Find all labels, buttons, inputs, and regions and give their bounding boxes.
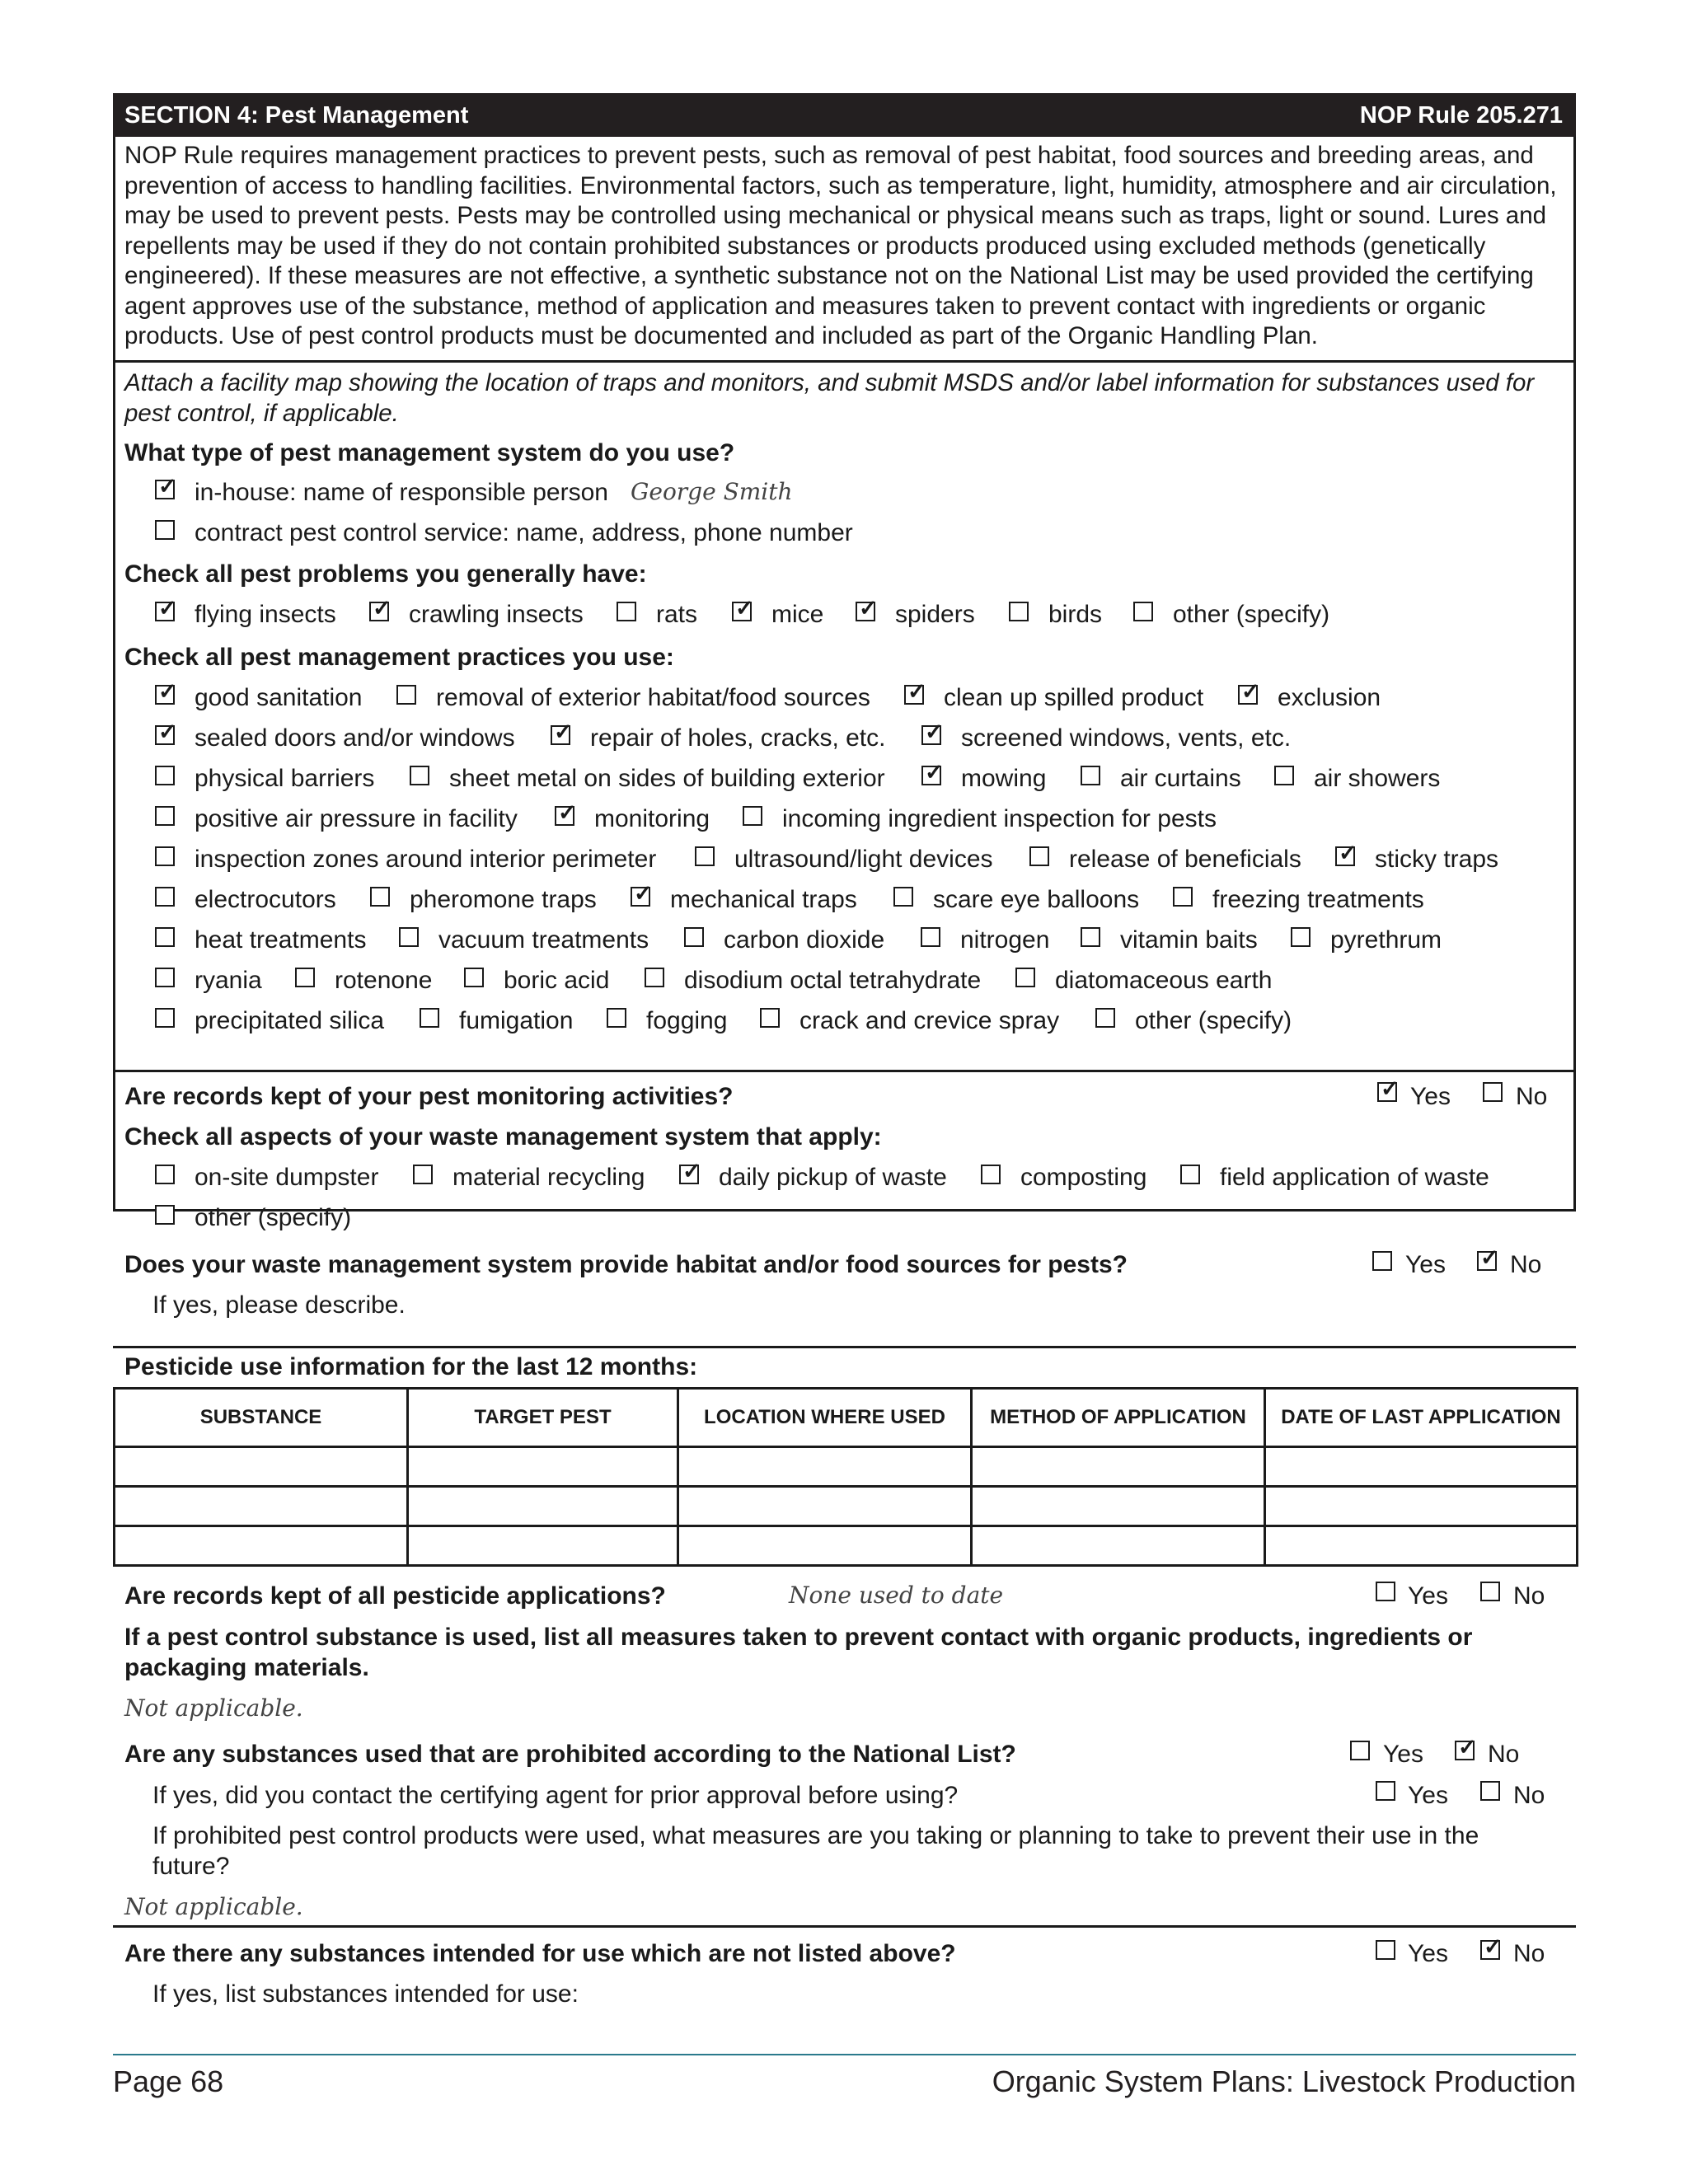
option-checkbox[interactable]: [155, 1008, 175, 1028]
option-checkbox[interactable]: [684, 927, 704, 947]
checkmark-icon: ✓: [907, 679, 926, 704]
option-label: freezing treatments: [1212, 886, 1424, 913]
table-header-row: [115, 1389, 1578, 1447]
option-label: sealed doors and/or windows: [195, 724, 515, 752]
records-monitoring-no-checkbox[interactable]: [1483, 1082, 1503, 1102]
waste-habitat-followup: If yes, please describe.: [152, 1291, 406, 1319]
table-row: [115, 1526, 1578, 1566]
table-cell[interactable]: [1265, 1526, 1578, 1566]
option-checkbox[interactable]: [155, 1165, 175, 1184]
table-row: [115, 1447, 1578, 1487]
option-label: rats: [656, 601, 698, 628]
yes-label: Yes: [1410, 1083, 1451, 1110]
option-checkbox[interactable]: [1095, 1008, 1115, 1028]
column-header: LOCATION WHERE USED: [678, 1389, 972, 1447]
option-checkbox[interactable]: [369, 596, 392, 621]
records-pesticide-handwritten: None used to date: [789, 1582, 1004, 1609]
no-label: No: [1513, 1782, 1545, 1809]
checkmark-icon: ✓: [634, 881, 653, 906]
table-cell[interactable]: [115, 1487, 408, 1526]
option-label: mowing: [961, 765, 1047, 792]
checkmark-icon: ✓: [554, 719, 573, 744]
option-label: screened windows, vents, etc.: [961, 724, 1292, 752]
checkmark-icon: ✓: [1458, 1735, 1477, 1760]
option-label: removal of exterior habitat/food sources: [436, 684, 870, 711]
option-label: other (specify): [1135, 1007, 1292, 1034]
section-title: SECTION 4: Pest Management: [124, 102, 469, 129]
prohibited-question: Are any substances used that are prohibited according to the National List?: [124, 1741, 1016, 1768]
responsible-person-name: George Smith: [631, 478, 793, 505]
option-checkbox[interactable]: [921, 760, 944, 785]
yes-label: Yes: [1408, 1940, 1448, 1967]
checkmark-icon: ✓: [1241, 679, 1260, 704]
table-cell[interactable]: [115, 1447, 408, 1487]
option-label: flying insects: [195, 601, 336, 628]
table-cell[interactable]: [972, 1487, 1265, 1526]
option-label: precipitated silica: [195, 1007, 385, 1034]
option-checkbox[interactable]: [1180, 1165, 1200, 1184]
yes-label: Yes: [1383, 1741, 1423, 1768]
table-row: [115, 1487, 1578, 1526]
option-checkbox[interactable]: [679, 1159, 701, 1184]
option-checkbox[interactable]: [410, 766, 429, 785]
other-substances-followup: If yes, list substances intended for use:: [152, 1980, 579, 2008]
option-label: pheromone traps: [410, 886, 597, 913]
other-substances-question: Are there any substances intended for use which are not listed above?: [124, 1940, 956, 1967]
option-checkbox[interactable]: [413, 1165, 433, 1184]
option-label: sticky traps: [1375, 846, 1499, 873]
document-title: Organic System Plans: Livestock Production: [992, 2064, 1576, 2098]
option-checkbox[interactable]: [760, 1008, 780, 1028]
waste-habitat-no-checkbox[interactable]: [1477, 1245, 1499, 1271]
option-label: vitamin baits: [1120, 926, 1258, 954]
prior-approval-no-checkbox[interactable]: [1480, 1781, 1500, 1801]
table-cell[interactable]: [1265, 1487, 1578, 1526]
option-checkbox[interactable]: [743, 806, 762, 826]
attach-note: Attach a facility map showing the location of traps and monitors, and submit MSDS and/or label information for substances used for pest control, if applicable.: [124, 369, 1535, 427]
option-label: release of beneficials: [1069, 846, 1301, 873]
contact-question: If a pest control substance is used, list all measures taken to prevent contact with organic products, ingredients or packaging materials.: [124, 1624, 1473, 1681]
prior-approval-yes-checkbox[interactable]: [1376, 1781, 1395, 1801]
option-checkbox[interactable]: [1081, 927, 1100, 947]
option-checkbox[interactable]: [1015, 968, 1035, 987]
option-label: disodium octal tetrahydrate: [684, 967, 982, 994]
no-label: No: [1513, 1940, 1545, 1967]
column-header: METHOD OF APPLICATION: [972, 1389, 1265, 1447]
option-label: sheet metal on sides of building exterior: [449, 765, 885, 792]
option-label: repair of holes, cracks, etc.: [590, 724, 886, 752]
option-label: mice: [771, 601, 824, 628]
option-label: scare eye balloons: [933, 886, 1140, 913]
option-label: fumigation: [459, 1007, 574, 1034]
option-label: diatomaceous earth: [1055, 967, 1273, 994]
option-checkbox[interactable]: [155, 719, 177, 745]
no-label: No: [1488, 1741, 1520, 1768]
checkmark-icon: ✓: [1339, 841, 1357, 865]
option-label: monitoring: [594, 805, 710, 832]
prohibited-yes-checkbox[interactable]: [1350, 1741, 1370, 1760]
yes-label: Yes: [1408, 1582, 1448, 1610]
option-checkbox[interactable]: [904, 679, 926, 705]
table-cell[interactable]: [408, 1526, 678, 1566]
option-label: vacuum treatments: [438, 926, 649, 954]
measures-answer: Not applicable.: [124, 1893, 303, 1920]
option-label: incoming ingredient inspection for pests: [782, 805, 1217, 832]
checkmark-icon: ✓: [158, 596, 177, 621]
option-label: other (specify): [195, 1204, 352, 1231]
checkmark-icon: ✓: [558, 800, 577, 825]
waste-habitat-question: Does your waste management system provide habitat and/or food sources for pests?: [124, 1251, 1128, 1278]
divider: [113, 1070, 1576, 1072]
option-checkbox[interactable]: [617, 602, 636, 621]
option-checkbox[interactable]: [155, 679, 177, 705]
footer-rule: [113, 2054, 1576, 2055]
contract-checkbox[interactable]: [155, 520, 175, 540]
checkmark-icon: ✓: [925, 719, 944, 744]
checkmark-icon: ✓: [1484, 1934, 1503, 1959]
option-checkbox[interactable]: [370, 887, 390, 907]
table-cell[interactable]: [1265, 1447, 1578, 1487]
option-label: crawling insects: [409, 601, 584, 628]
option-label: material recycling: [452, 1164, 645, 1191]
table-cell[interactable]: [678, 1487, 972, 1526]
option-checkbox[interactable]: [1173, 887, 1193, 907]
checkmark-icon: ✓: [158, 679, 177, 704]
table-cell[interactable]: [972, 1526, 1265, 1566]
option-checkbox[interactable]: [695, 846, 715, 866]
option-checkbox[interactable]: [1274, 766, 1294, 785]
option-checkbox[interactable]: [921, 927, 940, 947]
records-pesticide-question: Are records kept of all pesticide applications?: [124, 1582, 666, 1610]
option-checkbox[interactable]: [1029, 846, 1049, 866]
prior-approval-question: If yes, did you contact the certifying agent for prior approval before using?: [152, 1782, 959, 1809]
option-checkbox[interactable]: [155, 596, 177, 621]
option-checkbox[interactable]: [1009, 602, 1029, 621]
no-label: No: [1513, 1582, 1545, 1610]
option-label: fogging: [646, 1007, 728, 1034]
option-checkbox[interactable]: [1133, 602, 1153, 621]
option-label: composting: [1020, 1164, 1147, 1191]
intro-paragraph: NOP Rule requires management practices to prevent pests, such as removal of pest habitat, food sources and breeding areas, and prevention of access to handling facilities. Environmental factors, such as temperature, light, humidity, atmosphere and air circulation, may be used to prevent pests. Pests may be controlled using mechanical or physical means such as traps, light or sound. Lures and repellents may be used if they do not contain prohibited substances or products produced using excluded methods (genetically engineered). If these measures are not effective, a synthetic substance not on the National List may be used provided the certifying agent approves use of the substance, method of application and measures taken to prevent contact with ingredients or organic products. Use of pest control products must be documented and included as part of the Organic Handling Plan.: [124, 142, 1557, 349]
column-header: SUBSTANCE: [115, 1389, 408, 1447]
checkmark-icon: ✓: [925, 760, 944, 785]
section-rule: NOP Rule 205.271: [1359, 102, 1563, 129]
option-checkbox[interactable]: [981, 1165, 1001, 1184]
option-label: daily pickup of waste: [719, 1164, 947, 1191]
option-checkbox[interactable]: [155, 766, 175, 785]
divider: [113, 360, 1576, 363]
no-label: No: [1510, 1251, 1542, 1278]
column-header: TARGET PEST: [408, 1389, 678, 1447]
records-monitoring-question: Are records kept of your pest monitoring activities?: [124, 1083, 734, 1110]
waste-habitat-yes-checkbox[interactable]: [1372, 1251, 1392, 1271]
option-label: physical barriers: [195, 765, 375, 792]
measures-question: If prohibited pest control products were used, what measures are you taking or planning to take to prevent their use in the future?: [152, 1822, 1479, 1880]
practices-question: Check all pest management practices you use:: [124, 644, 674, 671]
option-label: spiders: [895, 601, 975, 628]
contract-label: contract pest control service: name, address, phone number: [195, 519, 853, 546]
other-substances-no-checkbox[interactable]: [1480, 1934, 1503, 1960]
table-cell[interactable]: [408, 1487, 678, 1526]
inhouse-label: in-house: name of responsible person: [195, 479, 608, 506]
page-number: Page 68: [113, 2064, 224, 2098]
option-checkbox[interactable]: [295, 968, 315, 987]
table-cell[interactable]: [408, 1447, 678, 1487]
option-label: heat treatments: [195, 926, 367, 954]
option-checkbox[interactable]: [1335, 841, 1357, 866]
pesticide-table: [113, 1387, 1578, 1567]
divider: [113, 1346, 1576, 1348]
column-header: DATE OF LAST APPLICATION: [1265, 1389, 1578, 1447]
checkmark-icon: ✓: [1381, 1076, 1400, 1101]
prohibited-no-checkbox[interactable]: [1455, 1735, 1477, 1760]
option-label: mechanical traps: [670, 886, 857, 913]
contact-answer: Not applicable.: [124, 1694, 303, 1722]
option-label: field application of waste: [1220, 1164, 1489, 1191]
option-checkbox[interactable]: [1291, 927, 1311, 947]
inhouse-checkbox[interactable]: [155, 474, 177, 499]
table-cell[interactable]: [678, 1526, 972, 1566]
option-checkbox[interactable]: [155, 846, 175, 866]
option-label: inspection zones around interior perimeter: [195, 846, 657, 873]
checkmark-icon: ✓: [373, 596, 392, 621]
option-checkbox[interactable]: [856, 596, 878, 621]
option-checkbox[interactable]: [631, 881, 653, 907]
option-label: birds: [1048, 601, 1103, 628]
option-checkbox[interactable]: [464, 968, 484, 987]
checkmark-icon: ✓: [158, 474, 177, 499]
option-label: air curtains: [1120, 765, 1241, 792]
table-cell[interactable]: [972, 1447, 1265, 1487]
no-label: No: [1516, 1083, 1548, 1110]
records-monitoring-yes-checkbox[interactable]: [1377, 1076, 1400, 1102]
option-checkbox[interactable]: [396, 685, 416, 705]
option-checkbox[interactable]: [921, 719, 944, 745]
problems-question: Check all pest problems you generally have:: [124, 560, 647, 588]
option-checkbox[interactable]: [155, 806, 175, 826]
checkmark-icon: ✓: [158, 719, 177, 744]
records-pesticide-no-checkbox[interactable]: [1480, 1582, 1500, 1601]
option-label: other (specify): [1173, 601, 1330, 628]
checkmark-icon: ✓: [1480, 1245, 1499, 1270]
table-cell[interactable]: [678, 1447, 972, 1487]
option-checkbox[interactable]: [607, 1008, 626, 1028]
checkmark-icon: ✓: [682, 1159, 701, 1183]
divider: [113, 1925, 1576, 1928]
option-label: rotenone: [335, 967, 433, 994]
option-checkbox[interactable]: [732, 596, 754, 621]
option-label: ultrasound/light devices: [734, 846, 993, 873]
option-label: carbon dioxide: [724, 926, 885, 954]
yes-label: Yes: [1408, 1782, 1448, 1809]
option-label: ryania: [195, 967, 262, 994]
other-substances-yes-checkbox[interactable]: [1376, 1940, 1395, 1960]
yes-label: Yes: [1405, 1251, 1446, 1278]
option-label: nitrogen: [960, 926, 1050, 954]
option-checkbox[interactable]: [645, 968, 664, 987]
checkmark-icon: ✓: [735, 596, 754, 621]
option-label: electrocutors: [195, 886, 336, 913]
option-checkbox[interactable]: [155, 887, 175, 907]
option-label: good sanitation: [195, 684, 363, 711]
option-checkbox[interactable]: [1238, 679, 1260, 705]
option-label: crack and crevice spray: [799, 1007, 1060, 1034]
section-header: [113, 93, 1576, 137]
records-pesticide-yes-checkbox[interactable]: [1376, 1582, 1395, 1601]
waste-question: Check all aspects of your waste management system that apply:: [124, 1123, 882, 1151]
option-label: positive air pressure in facility: [195, 805, 518, 832]
option-label: pyrethrum: [1330, 926, 1442, 954]
option-checkbox[interactable]: [399, 927, 419, 947]
option-checkbox[interactable]: [155, 1205, 175, 1225]
option-label: clean up spilled product: [944, 684, 1204, 711]
option-checkbox[interactable]: [893, 887, 913, 907]
system-question: What type of pest management system do you use?: [124, 439, 735, 466]
option-label: on-site dumpster: [195, 1164, 379, 1191]
option-checkbox[interactable]: [155, 968, 175, 987]
option-label: air showers: [1314, 765, 1441, 792]
option-checkbox[interactable]: [551, 719, 573, 745]
option-checkbox[interactable]: [420, 1008, 439, 1028]
option-checkbox[interactable]: [155, 927, 175, 947]
option-checkbox[interactable]: [1081, 766, 1100, 785]
table-cell[interactable]: [115, 1526, 408, 1566]
option-label: exclusion: [1278, 684, 1381, 711]
option-label: boric acid: [504, 967, 610, 994]
option-checkbox[interactable]: [555, 800, 577, 826]
pesticide-title: Pesticide use information for the last 12 months:: [124, 1353, 698, 1380]
checkmark-icon: ✓: [859, 596, 878, 621]
